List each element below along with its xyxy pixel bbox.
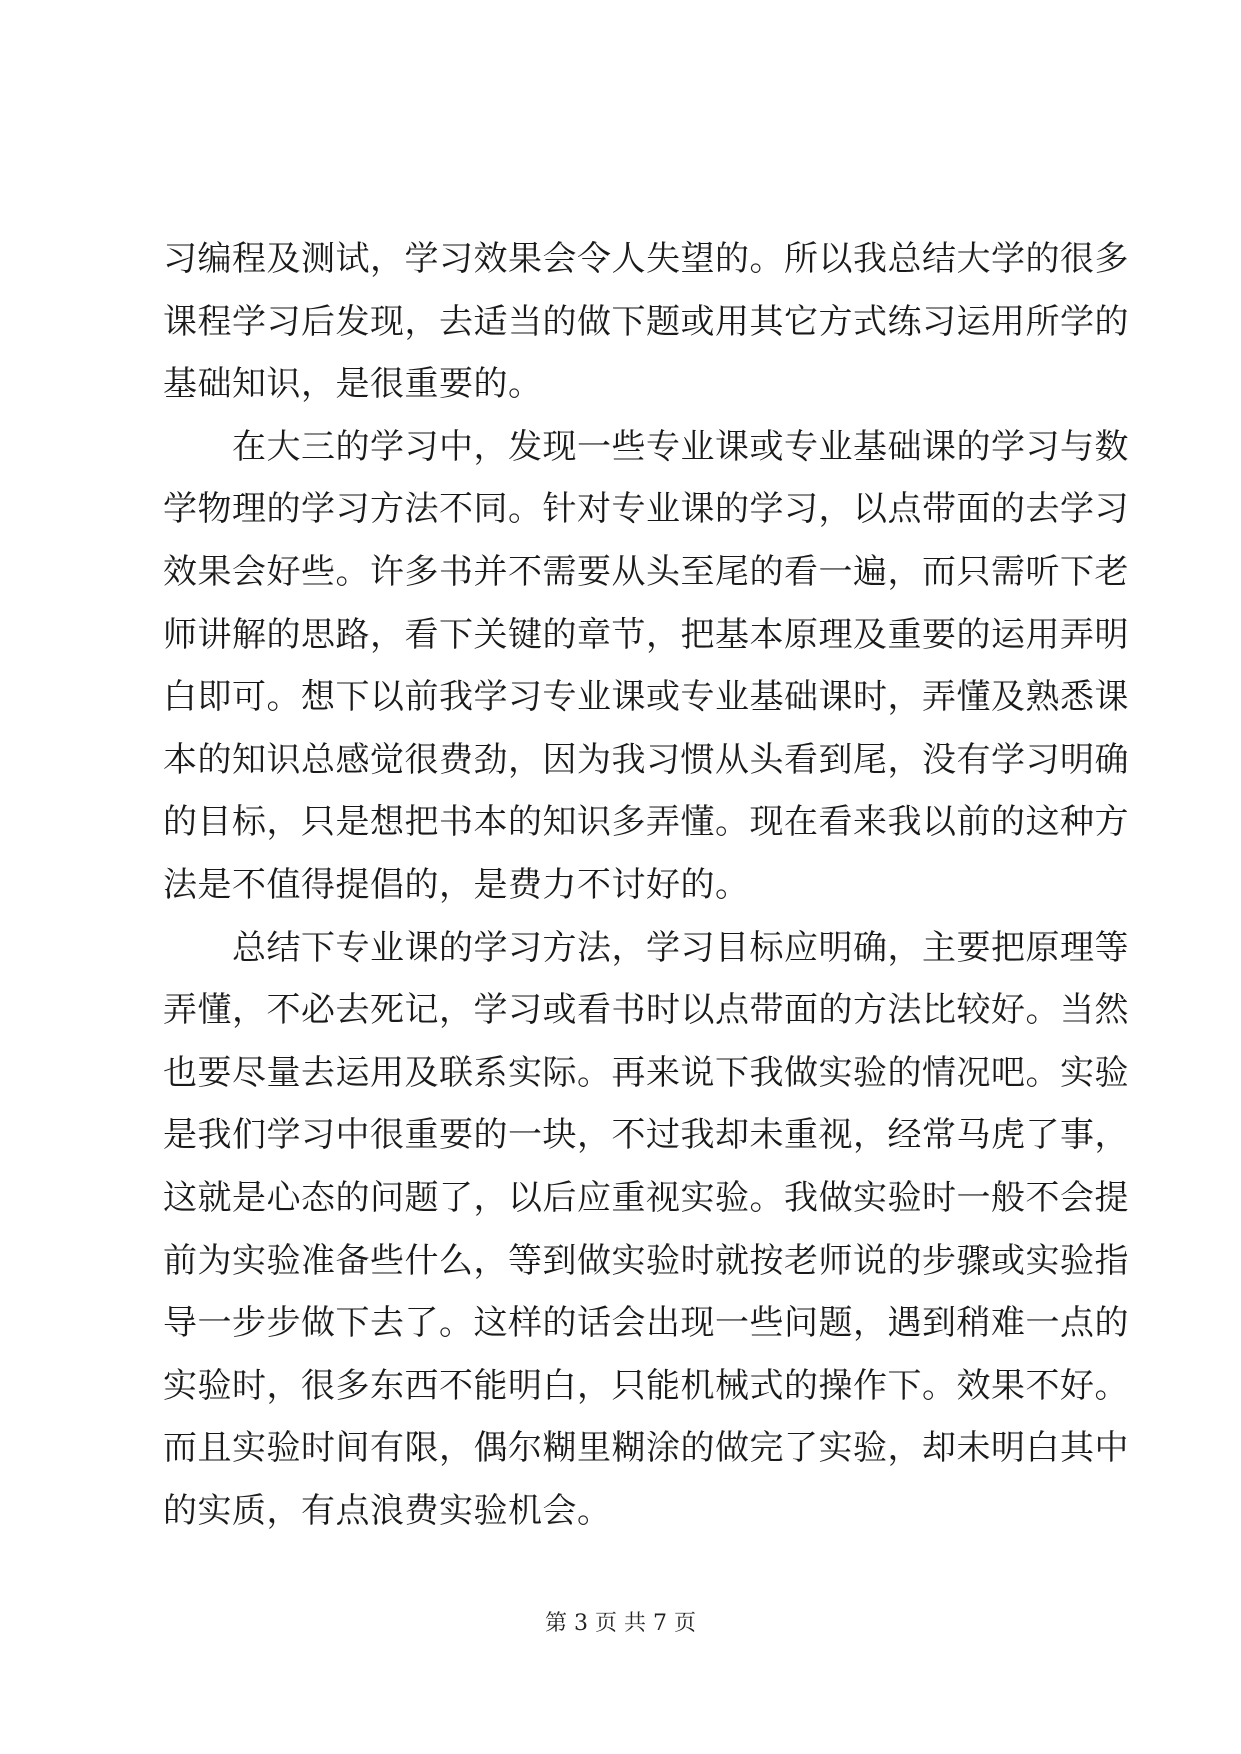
text-line: 法是不值得提倡的，是费力不讨好的。 [163,864,750,905]
paragraph [163,917,1129,1543]
text-line: 实验时，很多东西不能明白，只能机械式的操作下。效果不好。 [163,1365,1129,1406]
text-line: 这就是心态的问题了，以后应重视实验。我做实验时一般不会提 [163,1177,1129,1218]
text-line: 本的知识总感觉很费劲，因为我习惯从头看到尾，没有学习明确 [163,739,1129,780]
text-line: 白即可。想下以前我学习专业课或专业基础课时，弄懂及熟悉课 [163,677,1129,718]
paragraph [163,228,1129,416]
document-body [163,228,1129,1542]
text-line: 也要尽量去运用及联系实际。再来说下我做实验的情况吧。实验 [163,1052,1129,1093]
text-line: 的目标，只是想把书本的知识多弄懂。现在看来我以前的这种方 [163,802,1129,843]
text-line: 在大三的学习中，发现一些专业课或专业基础课的学习与数 [232,426,1129,467]
text-line: 学物理的学习方法不同。针对专业课的学习，以点带面的去学习 [163,489,1129,530]
text-line: 而且实验时间有限，偶尔糊里糊涂的做完了实验，却未明白其中 [163,1428,1129,1469]
text-line: 是我们学习中很重要的一块，不过我却未重视，经常马虎了事， [163,1115,1129,1156]
text-line: 总结下专业课的学习方法，学习目标应明确，主要把原理等 [232,927,1129,968]
text-line: 效果会好些。许多书并不需要从头至尾的看一遍，而只需听下老 [163,551,1129,592]
text-line: 弄懂，不必去死记，学习或看书时以点带面的方法比较好。当然 [163,990,1129,1031]
text-line: 课程学习后发现，去适当的做下题或用其它方式练习运用所学的 [163,301,1129,342]
text-line: 基础知识，是很重要的。 [163,364,543,405]
page-number-footer: 第 3 页 共 7 页 [545,1611,696,1636]
paragraph [163,416,1129,917]
text-line: 的实质，有点浪费实验机会。 [163,1490,612,1531]
text-line: 师讲解的思路，看下关键的章节，把基本原理及重要的运用弄明 [163,614,1129,655]
text-line: 前为实验准备些什么，等到做实验时就按老师说的步骤或实验指 [163,1240,1129,1281]
text-line: 导一步步做下去了。这样的话会出现一些问题，遇到稍难一点的 [163,1303,1129,1344]
text-line: 习编程及测试，学习效果会令人失望的。所以我总结大学的很多 [163,239,1129,279]
